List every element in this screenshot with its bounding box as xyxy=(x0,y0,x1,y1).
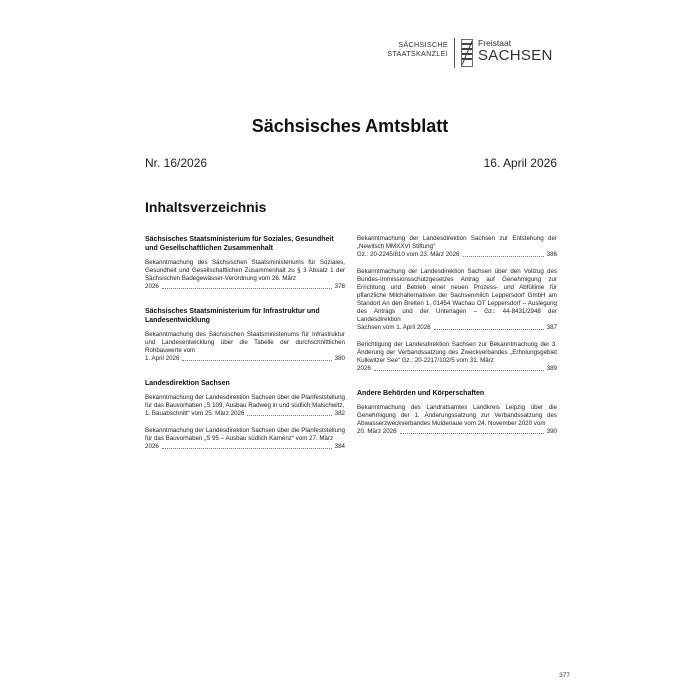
toc-entry[interactable] xyxy=(357,268,557,332)
toc-entry[interactable] xyxy=(145,259,345,291)
dot-leader xyxy=(182,360,331,361)
section-gap xyxy=(357,445,557,452)
toc-entry-lastline xyxy=(145,443,345,451)
toc-entry-text: Bekanntmachung der Landesdirektion Sachsen über die Planfeststellung für das Bauvorhaben „S 95 – Ausbau südlich Kamenz“ vom 27. März xyxy=(145,427,345,442)
toc-entry-text: Bekanntmachung der Landesdirektion Sachsen zur Entstehung der „Newitsch MMXXVI Stiftung“ xyxy=(357,235,557,250)
section-gap xyxy=(357,382,557,389)
dot-leader xyxy=(247,415,331,416)
state-chancellery-logo xyxy=(382,38,562,72)
toc-entry[interactable] xyxy=(357,404,557,436)
logo-state-big: SACHSEN xyxy=(478,47,553,64)
toc-entry-lastline xyxy=(357,428,557,436)
toc-entry-text: Bekanntmachung des Landratsamtes Landkreis Leipzig über die Genehmigung der 1. Änderungssatzung zur Verbandssatzung des Abwasserzweckverbandes Muldenaue vom 24. November 2020 vom xyxy=(357,404,557,427)
logo-state-text xyxy=(478,38,553,64)
toc-entry[interactable] xyxy=(145,394,345,418)
toc-entry-tail: 20. März 2026 xyxy=(357,428,397,435)
toc-entry-page: 389 xyxy=(546,365,557,372)
toc-entry-tail: Sachsen vom 1. April 2026 xyxy=(357,324,431,331)
toc-entry-text: Bekanntmachung des Sächsischen Staatsministeriums für Infrastruktur und Landesentwicklung über die Tabelle der durchschnittlichen Rohbauwerte vom xyxy=(145,331,345,354)
logo-divider xyxy=(454,38,455,68)
toc-entry-tail: 1. Bauabschnitt“ vom 25. März 2026 xyxy=(145,410,245,417)
dot-leader xyxy=(434,329,544,330)
toc-left-column xyxy=(145,235,345,467)
toc-section-heading: Andere Behörden und Körperschaften xyxy=(357,390,485,397)
toc-entry-tail: 2026 xyxy=(357,365,371,372)
saxony-crest-icon xyxy=(461,39,473,67)
toc-right-column xyxy=(357,235,557,452)
toc-entry-page: 380 xyxy=(334,355,345,362)
toc-entry-page: 378 xyxy=(334,283,345,290)
toc-entry-tail: 2026 xyxy=(145,283,159,290)
toc-entry-text: Bekanntmachung der Landesdirektion Sachsen über die Planfeststellung für das Bauvorhaben „S 109, Ausbau Radweg in und südlich Malschwitz, xyxy=(145,394,345,409)
section-gap xyxy=(145,460,345,467)
section-gap xyxy=(145,372,345,379)
document-title: Sächsisches Amtsblatt xyxy=(251,116,449,136)
toc-entry-text: Berichtigung der Landesdirektion Sachsen zur Bekanntmachung der 3. Änderung der Verbandssatzung des Zweckverbandes „Erholungsgebiet Kulkwitzer See“ Gz.: 20-2217/102/5 vom 31. März xyxy=(357,341,557,364)
toc-entry-lastline xyxy=(357,324,557,332)
toc-entry-tail: 2026 xyxy=(145,443,159,450)
logo-ministry-text xyxy=(382,40,448,58)
logo-ministry-line1: SÄCHSISCHE xyxy=(398,40,448,49)
toc-entry-page: 386 xyxy=(546,251,557,258)
toc-entry-lastline xyxy=(145,410,345,418)
issue-number: Nr. 16/2026 xyxy=(145,156,208,170)
toc-entry-text: Bekanntmachung des Sächsischen Staatsministeriums für Soziales, Gesundheit und Gesellschaftlichen Zusammenhalt zu § 3 Absatz 1 der Sächsischen Badegewässer-Verordnung vom 26. März xyxy=(145,259,345,282)
toc-entry-page: 384 xyxy=(334,443,345,450)
toc-entry[interactable] xyxy=(357,341,557,373)
toc-entry-page: 390 xyxy=(546,428,557,435)
dot-leader xyxy=(463,256,544,257)
dot-leader xyxy=(162,288,332,289)
toc-entry-text: Bekanntmachung der Landesdirektion Sachsen über den Vollzug des Bundes-Immissionsschutzgesetzes Antrag auf Genehmigung zur Errichtung und Betrieb einer neuen Prozess- und Abfüllinie für pflanzliche Milchalternativen der Sachsenmilch Leppersdorf GmbH am Standort An den Breiten 1, 01454 Wachau OT Leppersdorf – Auslegung des Antrags und der Unterlagen – Gz.: 44-8431/2948 der Landesdirektion xyxy=(357,268,557,323)
toc-entry-tail: Gz.: 20-2245/810 vom 23. März 2026 xyxy=(357,251,460,258)
logo-ministry-line2: STAATSKANZLEI xyxy=(387,49,448,58)
toc-section-heading: Sächsisches Staatsministerium für Infrastruktur und Landesentwicklung xyxy=(145,308,320,324)
toc-entry-lastline xyxy=(145,355,345,363)
toc-entry-page: 387 xyxy=(546,324,557,331)
toc-entry[interactable] xyxy=(145,427,345,451)
page-number: 377 xyxy=(559,672,570,679)
section-gap xyxy=(145,300,345,307)
dot-leader xyxy=(400,433,544,434)
toc-entry-lastline xyxy=(357,251,557,259)
dot-leader xyxy=(162,448,332,449)
toc-entry-tail: 1. April 2026 xyxy=(145,355,180,362)
toc-section-heading: Landesdirektion Sachsen xyxy=(145,380,230,387)
dot-leader xyxy=(374,370,544,371)
toc-heading: Inhaltsverzeichnis xyxy=(145,199,267,215)
toc-section-heading: Sächsisches Staatsministerium für Soziales, Gesundheit und Gesellschaftlichen Zusammenhalt xyxy=(145,236,334,252)
toc-entry[interactable] xyxy=(357,235,557,259)
toc-entry[interactable] xyxy=(145,331,345,363)
logo-state-small: Freistaat xyxy=(478,38,512,48)
issue-date: 16. April 2026 xyxy=(483,156,557,170)
toc-entry-lastline xyxy=(145,283,345,291)
toc-entry-lastline xyxy=(357,365,557,373)
toc-entry-page: 382 xyxy=(334,410,345,417)
